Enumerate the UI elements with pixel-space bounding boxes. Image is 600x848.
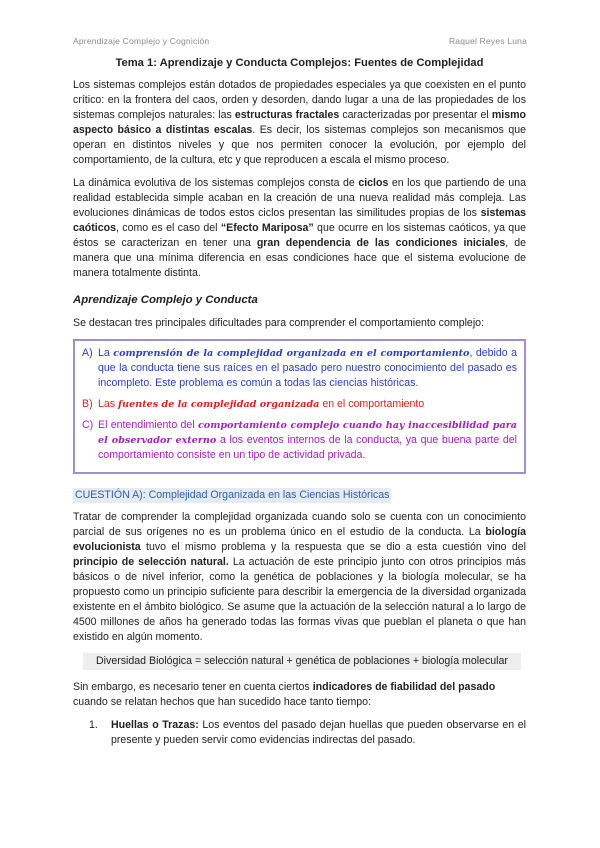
- indicator-list: [89, 718, 526, 748]
- section-heading: Aprendizaje Complejo y Conducta: [73, 294, 258, 306]
- document-body: [73, 56, 526, 748]
- list-item: 1. Huellas o Trazas: Los eventos del pasado dejan huellas que pueden observarse en el presente y pueden servir como evidencias indirectas del pasado.: [89, 719, 526, 746]
- question-heading: CUESTIÓN A): Complejidad Organizada en las Ciencias Históricas: [75, 489, 390, 501]
- paragraph-reliability: Sin embargo, es necesario tener en cuenta ciertos indicadores de fiabilidad del pasado cuando se relatan hechos que han sucedido hace tanto tiempo:: [73, 681, 496, 708]
- header-course: Aprendizaje Complejo y Cognición: [73, 36, 210, 46]
- intro-text: Se destacan tres principales dificultades para comprender el comportamiento complejo:: [73, 317, 485, 329]
- difficulty-b: B) Las fuentes de la complejidad organizada en el comportamiento: [82, 398, 425, 410]
- header-author: Raquel Reyes Luna: [448, 36, 527, 46]
- formula-box: Diversidad Biológica = selección natural + genética de poblaciones + biología molecular: [83, 653, 521, 670]
- paragraph-evolutionary-dynamics: La dinámica evolutiva de los sistemas complejos consta de ciclos en los que partiendo de una realidad establecida simple acaban en la creación de una nueva realidad más compleja. Las evoluciones dinámicas de todos estos ciclos presentan las similitudes propias de los sistemas caóticos, como es el caso del “Efecto Mariposa” que ocurre en los sistemas caóticos, ya que éstos se caracterizan en tener una gran dependencia de las condiciones iniciales, de manera que una mínima diferencia en esas condiciones hace que el sistema evolucione de manera totalmente distinta.: [73, 177, 526, 279]
- page-header: [73, 36, 527, 46]
- paragraph-evolutionary-biology: Tratar de comprender la complejidad organizada cuando solo se cuenta con un conocimiento parcial de sus orígenes no es un problema único en el estudio de la conducta. La biología evolucionista tuvo el mismo problema y la respuesta que se dio a esta cuestión vino del principio de selección natural. La actuación de este principio junto con otros principios más básicos o de nivel inferior, como la genética de poblaciones y la biología molecular, se ha propuesto como un principio suficiente para describir la emergencia de la diversidad organizada existente en el ámbito biológico. Se asume que la actuación de la selección natural a lo largo de 4500 millones de años ha generado todas las formas vivas que pueblan el planeta o que han existido en algún momento.: [73, 511, 526, 643]
- difficulty-c: C) El entendimiento del comportamiento complejo cuando hay inaccesibilidad para el observador externo a los eventos internos de la conducta, ya que buena parte del comportamiento consiste en un tipo de actividad privada.: [82, 419, 517, 461]
- paragraph-complex-systems: Los sistemas complejos están dotados de propiedades especiales ya que coexisten en el punto crítico: en la frontera del caos, orden y desorden, dando lugar a una de las propiedades de los sistemas complejos naturales: las estructuras fractales caracterizadas por presentar el mismo aspecto básico a distintas escalas. Es decir, los sistemas complejos son mecanismos que operan en distintos niveles y que nos permiten conocer la evolución, por ejemplo del comportamiento, de la cultura, etc y que reproducen a escala el mismo proceso.: [73, 79, 527, 166]
- page-title: Tema 1: Aprendizaje y Conducta Complejos: Fuentes de Complejidad: [115, 57, 484, 69]
- difficulty-a: A) La comprensión de la complejidad organizada en el comportamiento, debido a que la conducta tiene sus raíces en el pasado pero nuestro conocimiento del pasado es incompleto. Este problema es común a todas las ciencias históricas.: [82, 347, 517, 389]
- difficulties-box: [73, 339, 526, 474]
